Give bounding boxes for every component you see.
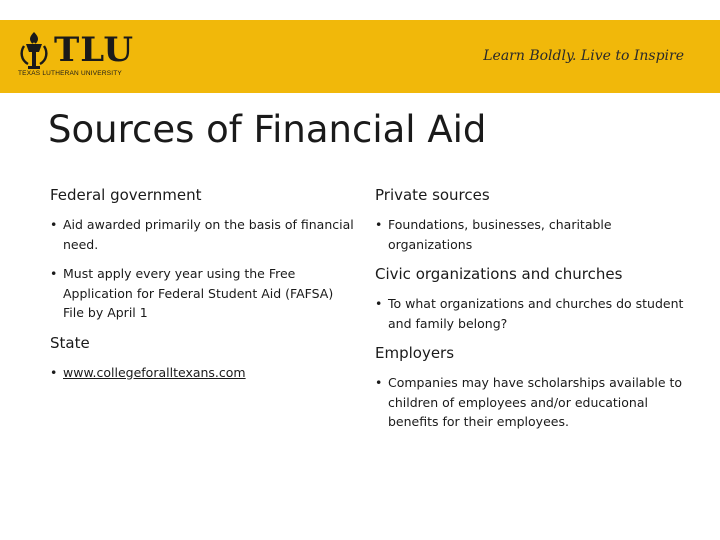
bullet-icon: • xyxy=(375,296,383,311)
state-heading: State xyxy=(50,333,90,352)
torch-icon xyxy=(16,30,52,70)
logo-subtext: TEXAS LUTHERAN UNIVERSITY xyxy=(18,70,122,77)
list-item xyxy=(50,264,355,323)
page-title: Sources of Financial Aid xyxy=(48,108,487,151)
bullet-icon: • xyxy=(50,266,58,281)
private-heading: Private sources xyxy=(375,186,490,204)
bullet-icon: • xyxy=(375,375,383,390)
bullet-text: Aid awarded primarily on the basis of financial need. xyxy=(63,217,354,252)
list-item xyxy=(375,373,690,432)
college-for-all-texans-link[interactable]: www.collegeforalltexans.com xyxy=(63,364,246,380)
bullet-text: To what organizations and churches do student and family belong? xyxy=(388,296,684,331)
header-banner xyxy=(0,20,720,93)
list-item xyxy=(50,215,355,254)
bullet-icon: • xyxy=(50,217,58,232)
logo-text: TLU xyxy=(54,30,134,70)
list-item xyxy=(375,294,690,333)
federal-heading: Federal government xyxy=(50,186,202,204)
civic-heading: Civic organizations and churches xyxy=(375,265,623,283)
bullet-text: Companies may have scholarships available to children of employees and/or educational benefits for their employees. xyxy=(388,375,683,429)
tagline: Learn Boldly. Live to Inspire xyxy=(483,48,684,64)
right-column xyxy=(375,185,690,442)
employers-heading: Employers xyxy=(375,344,455,362)
bullet-text: Must apply every year using the Free Application for Federal Student Aid (FAFSA) File by April 1 xyxy=(63,266,334,320)
bullet-icon: • xyxy=(50,364,58,380)
list-item xyxy=(375,215,690,254)
bullet-icon: • xyxy=(375,217,383,232)
left-column xyxy=(50,185,355,392)
tlu-logo[interactable] xyxy=(16,30,136,86)
list-item xyxy=(50,363,355,383)
bullet-text: Foundations, businesses, charitable organizations xyxy=(388,217,612,252)
